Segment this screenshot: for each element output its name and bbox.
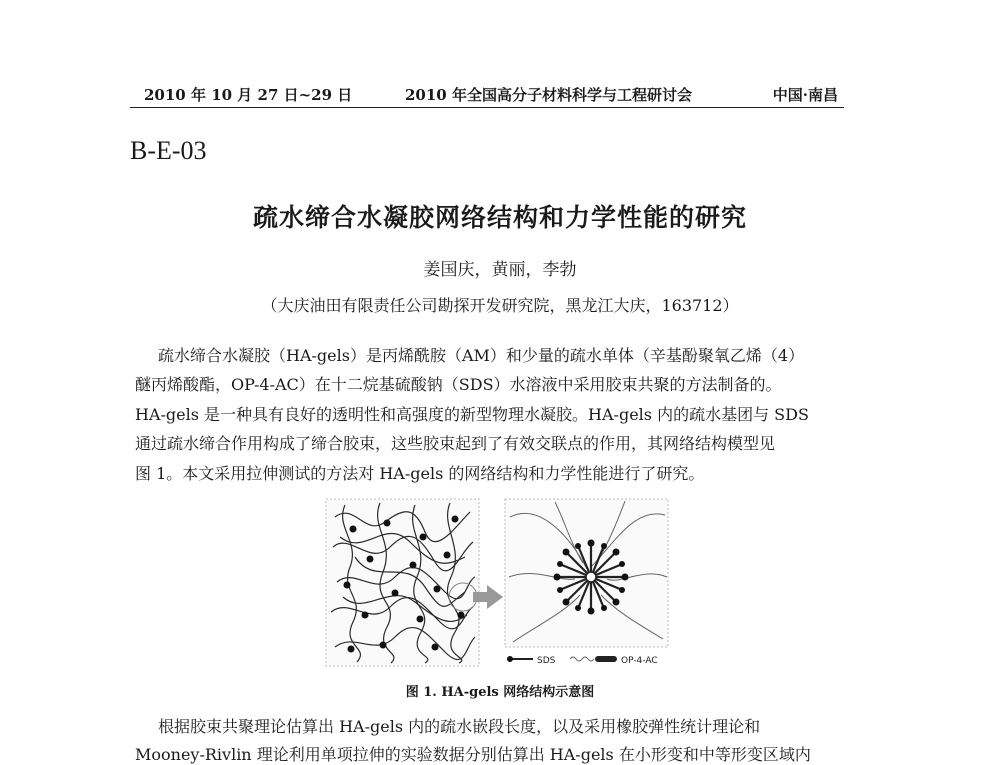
body-line-5: 图 1。本文采用拉伸测试的方法对 HA-gels 的网络结构和力学性能进行了研究。 — [135, 464, 705, 483]
body-line-4: 通过疏水缔合作用构成了缔合胶束，这些胶束起到了有效交联点的作用，其网络结构模型见 — [135, 434, 776, 453]
header-conference: 2010 年全国高分子材料科学与工程研讨会 — [405, 86, 692, 104]
paper-affiliation: （大庆油田有限责任公司勘探开发研究院，黑龙江大庆，163712） — [261, 296, 739, 315]
running-header — [130, 84, 844, 106]
legend-op-4-ac: OP-4-AC — [621, 656, 658, 666]
body-line-6: 根据胶束共聚理论估算出 HA-gels 内的疏水嵌段长度，以及采用橡胶弹性统计理论和 — [158, 717, 761, 736]
header-date: 2010 年 10 月 27 日~29 日 — [144, 86, 353, 104]
body-line-1: 疏水缔合水凝胶（HA-gels）是丙烯酰胺（AM）和少量的疏水单体（辛基酚聚氧乙烯（4） — [158, 346, 805, 365]
network-panel — [326, 499, 479, 666]
body-line-7: Mooney-Rivlin 理论利用单项拉伸的实验数据分别估算出 HA-gels 在小形变和中等形变区域内 — [135, 745, 811, 764]
body-line-3: HA-gels 是一种具有良好的透明性和高强度的新型物理水凝胶。HA-gels 内的疏水基团与 SDS — [135, 405, 809, 424]
body-line-2: 醚丙烯酸酯，OP-4-AC）在十二烷基硫酸钠（SDS）水溶液中采用胶束共聚的方法制备的。 — [135, 375, 782, 394]
paper-title: 疏水缔合水凝胶网络结构和力学性能的研究 — [252, 203, 747, 232]
legend-sds: SDS — [537, 656, 556, 666]
header-location: 中国·南昌 — [772, 86, 838, 104]
paper-authors: 姜国庆，黄丽，李勃 — [423, 260, 577, 280]
network-structure-figure — [325, 497, 670, 669]
paper-code: B-E-03 — [130, 136, 207, 165]
header-rule — [130, 107, 844, 108]
micelle-panel — [505, 499, 668, 647]
figure-caption: 图 1. HA-gels 网络结构示意图 — [405, 685, 595, 700]
figure-legend — [507, 656, 658, 666]
